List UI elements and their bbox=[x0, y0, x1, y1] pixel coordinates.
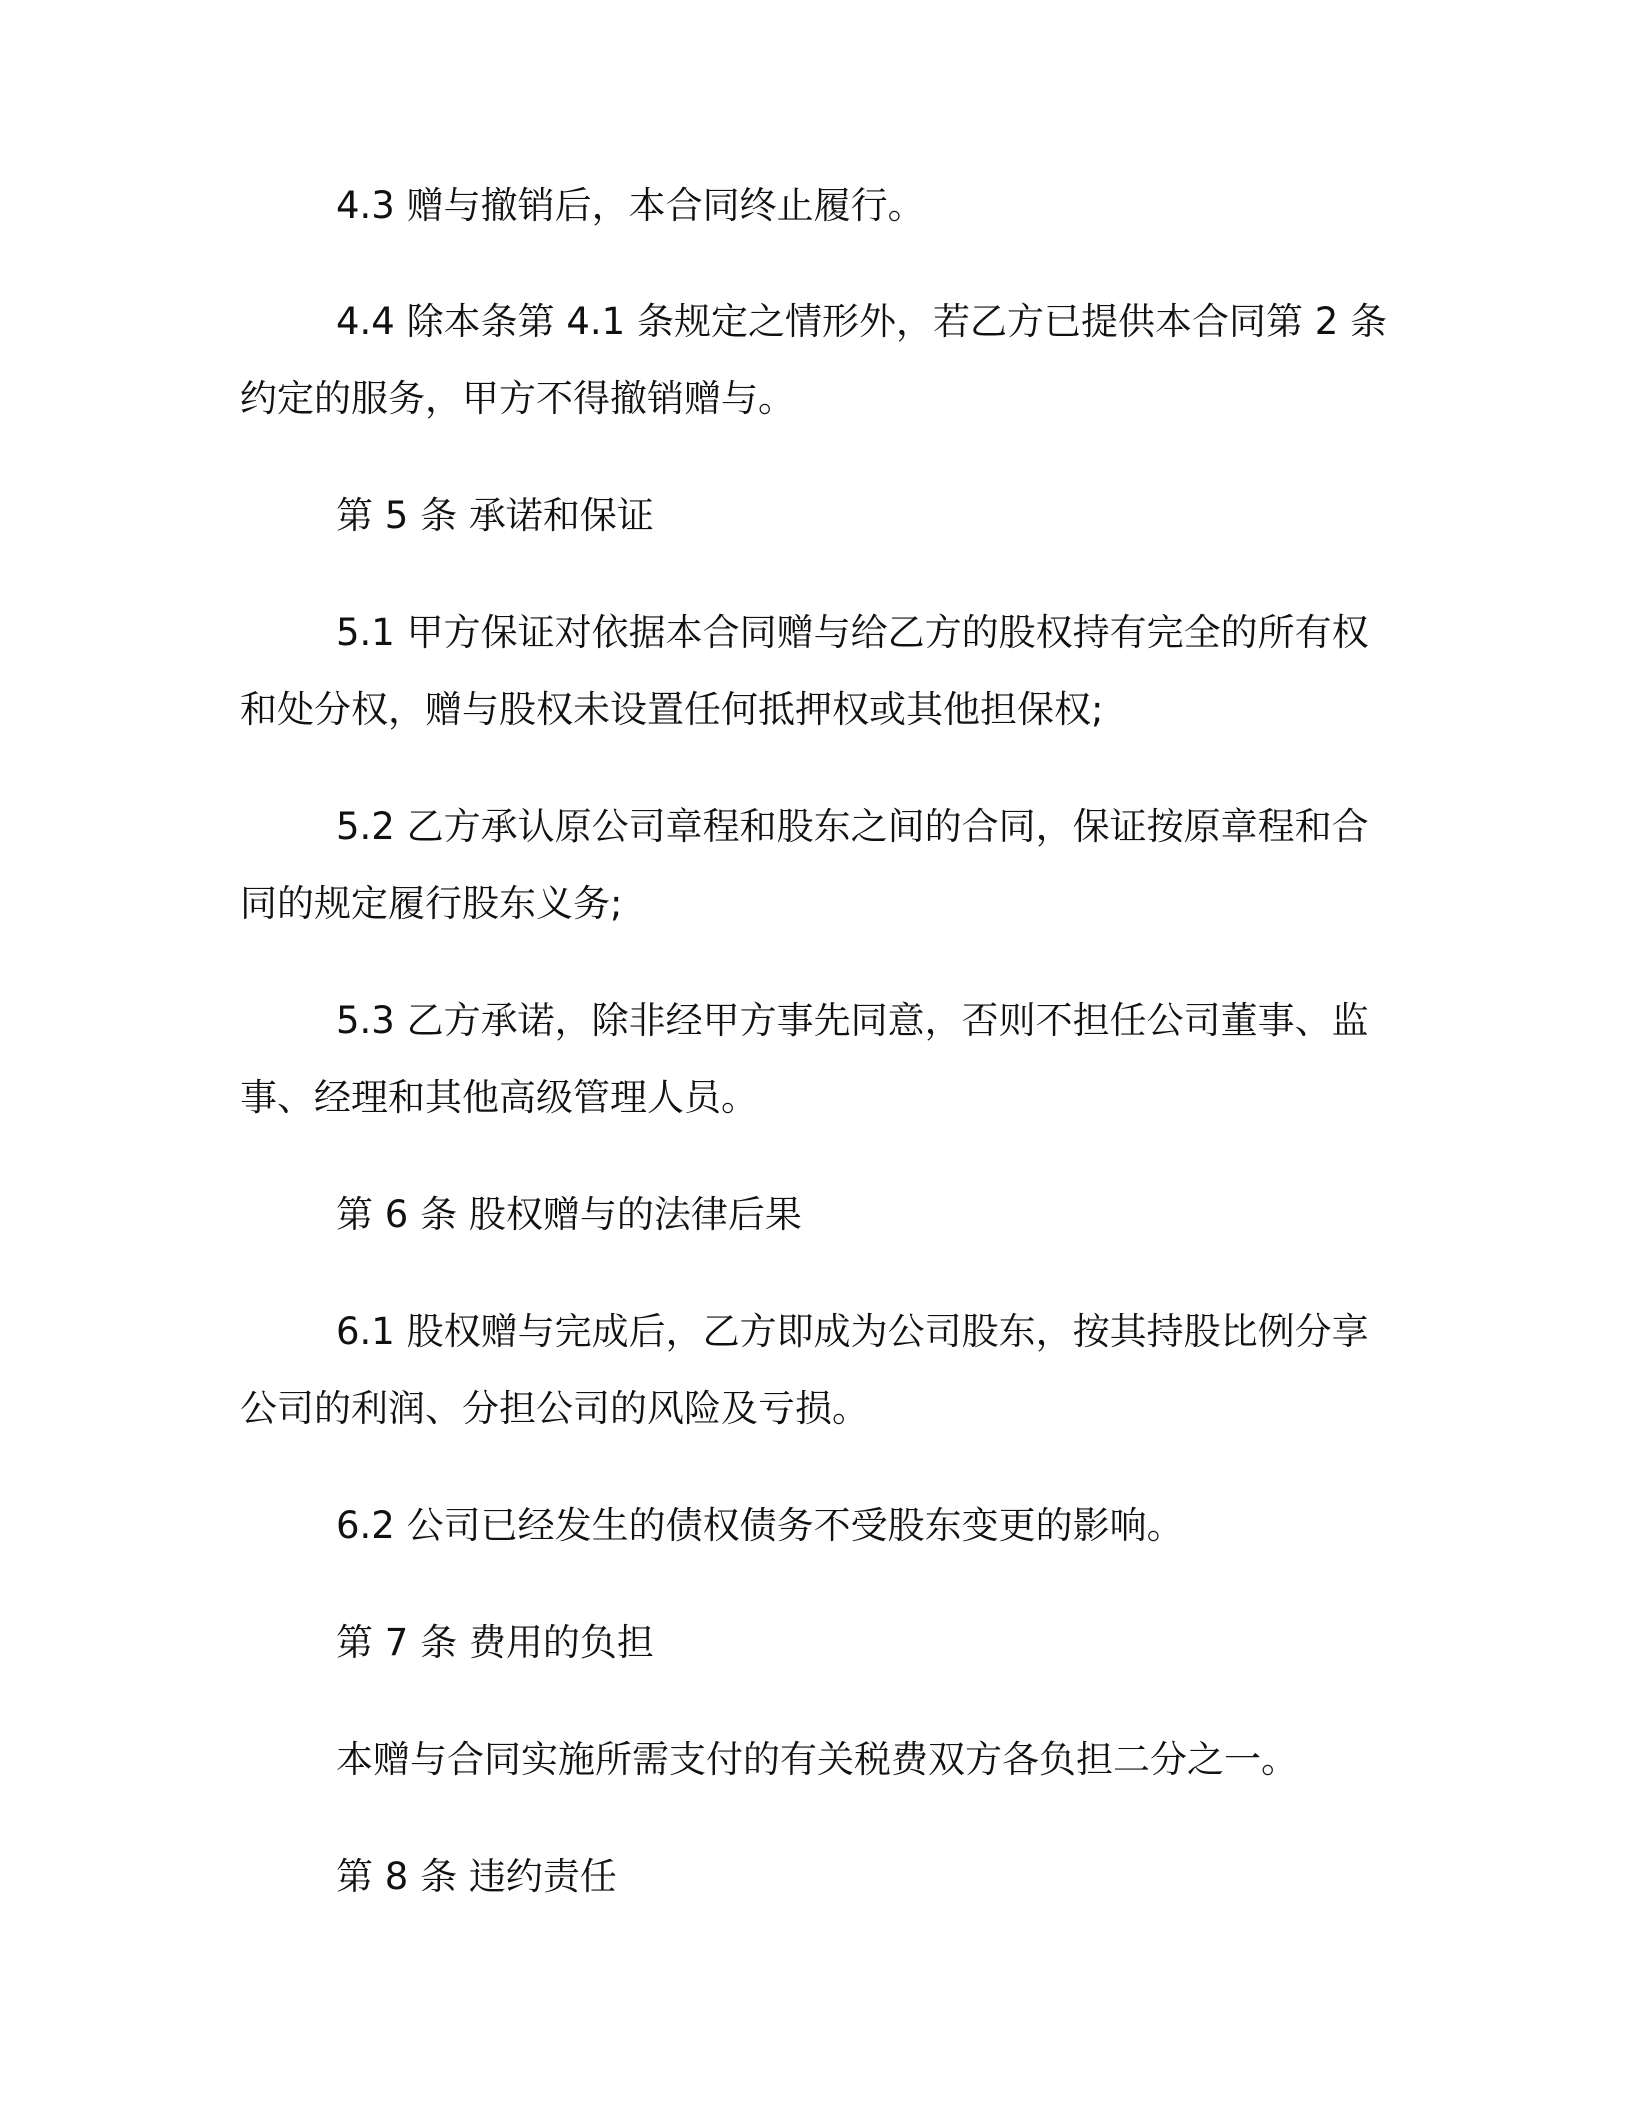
clause-5-1-line-2: 和处分权，赠与股权未设置任何抵押权或其他担保权; bbox=[240, 688, 1104, 731]
clause-6-1-line-2: 公司的利润、分担公司的风险及亏损。 bbox=[240, 1387, 869, 1430]
clause-5-2-line-1: 5.2 乙方承认原公司章程和股东之间的合同，保证按原章程和合 bbox=[336, 805, 1369, 848]
clause-5-1-line-1: 5.1 甲方保证对依据本合同赠与给乙方的股权持有完全的所有权 bbox=[336, 611, 1369, 654]
clause-4-4-line-2: 约定的服务，甲方不得撤销赠与。 bbox=[240, 377, 795, 420]
clause-5-3-line-2: 事、经理和其他高级管理人员。 bbox=[240, 1076, 758, 1119]
article-5-heading: 第 5 条 承诺和保证 bbox=[336, 494, 654, 537]
article-8-heading: 第 8 条 违约责任 bbox=[336, 1855, 617, 1898]
article-6-heading: 第 6 条 股权赠与的法律后果 bbox=[336, 1193, 802, 1236]
clause-5-2-line-2: 同的规定履行股东义务; bbox=[240, 882, 623, 925]
article-7-body: 本赠与合同实施所需支付的有关税费双方各负担二分之一。 bbox=[336, 1738, 1298, 1781]
clause-4-4-line-1: 4.4 除本条第 4.1 条规定之情形外，若乙方已提供本合同第 2 条 bbox=[336, 300, 1388, 343]
clause-6-2: 6.2 公司已经发生的债权债务不受股东变更的影响。 bbox=[336, 1504, 1184, 1547]
article-7-heading: 第 7 条 费用的负担 bbox=[336, 1621, 654, 1664]
clause-6-1-line-1: 6.1 股权赠与完成后，乙方即成为公司股东，按其持股比例分享 bbox=[336, 1310, 1369, 1353]
clause-5-3-line-1: 5.3 乙方承诺，除非经甲方事先同意，否则不担任公司董事、监 bbox=[336, 999, 1369, 1042]
clause-4-3: 4.3 赠与撤销后，本合同终止履行。 bbox=[336, 184, 925, 227]
